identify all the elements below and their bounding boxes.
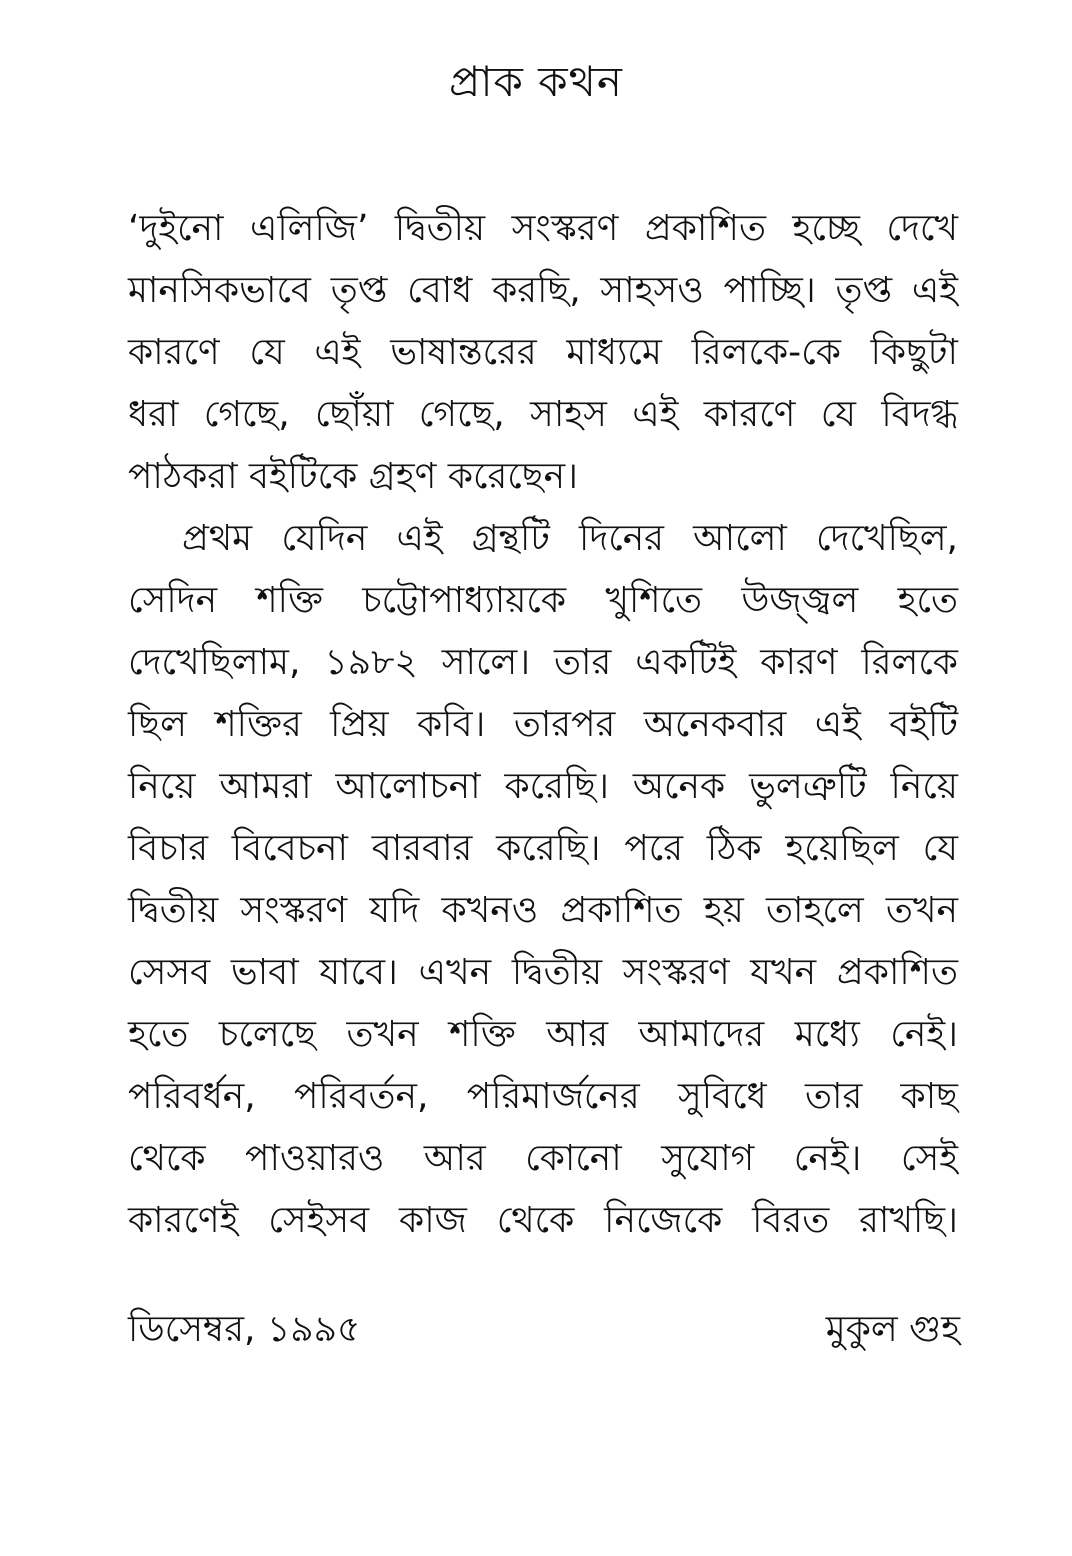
text-line: সেদিন শক্তি চট্টোপাধ্যায়কে খুশিতে উজ্জ্বল হতে bbox=[128, 580, 958, 621]
text-line: প্রথম যেদিন এই গ্রন্থটি দিনের আলো দেখেছিল, bbox=[182, 518, 958, 559]
text-line: থেকে পাওয়ারও আর কোনো সুযোগ নেই। সেই bbox=[128, 1138, 958, 1179]
text-line: ধরা গেছে, ছোঁয়া গেছে, সাহস এই কারণে যে বিদগ্ধ bbox=[128, 394, 958, 435]
text-line: দেখেছিলাম, ১৯৮২ সালে। তার একটিই কারণ রিলকে bbox=[128, 642, 958, 683]
text-line: ছিল শক্তির প্রিয় কবি। তারপর অনেকবার এই বইটি bbox=[128, 704, 958, 745]
text-line: পাঠকরা বইটিকে গ্রহণ করেছেন। bbox=[128, 456, 578, 497]
text-line: মানসিকভাবে তৃপ্ত বোধ করছি, সাহসও পাচ্ছি। তৃপ্ত এই bbox=[128, 270, 958, 311]
text-line: পরিবর্ধন, পরিবর্তন, পরিমার্জনের সুবিধে তার কাছ bbox=[128, 1076, 958, 1117]
body-text bbox=[128, 198, 958, 1252]
text-line: হতে চলেছে তখন শক্তি আর আমাদের মধ্যে নেই। bbox=[128, 1014, 958, 1055]
text-line: সেসব ভাবা যাবে। এখন দ্বিতীয় সংস্করণ যখন প্রকাশিত bbox=[128, 952, 958, 993]
text-line: কারণেই সেইসব কাজ থেকে নিজেকে বিরত রাখছি। bbox=[128, 1200, 958, 1241]
text-line: কারণে যে এই ভাষান্তরের মাধ্যমে রিলকে-কে কিছুটা bbox=[128, 332, 958, 373]
signature-row bbox=[128, 1298, 960, 1362]
text-line: দ্বিতীয় সংস্করণ যদি কখনও প্রকাশিত হয় তাহলে তখন bbox=[128, 890, 958, 931]
page-title: প্রাক কথন bbox=[449, 57, 623, 106]
text-line: বিচার বিবেচনা বারবার করেছি। পরে ঠিক হয়েছিল যে bbox=[128, 828, 958, 869]
author-name: মুকুল গুহ bbox=[825, 1309, 960, 1350]
date: ডিসেম্বর, ১৯৯৫ bbox=[128, 1309, 361, 1350]
text-line: নিয়ে আমরা আলোচনা করেছি। অনেক ভুলত্রুটি নিয়ে bbox=[128, 766, 958, 807]
text-line: ‘দুইনো এলিজি’ দ্বিতীয় সংস্করণ প্রকাশিত হচ্ছে দেখে bbox=[128, 208, 958, 249]
